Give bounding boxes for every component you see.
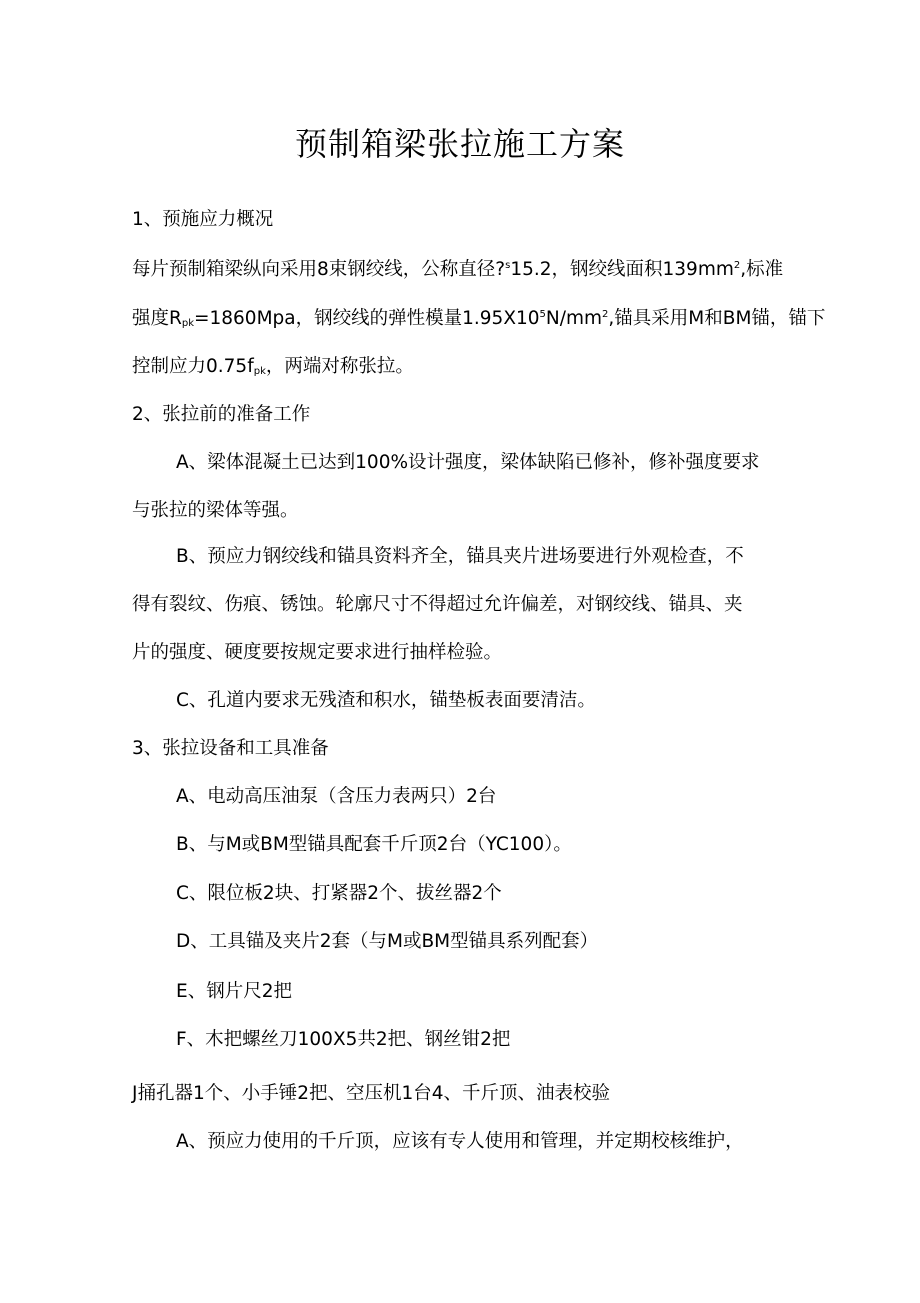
section-4-heading: J捅孔器1个、小手锤2把、空压机1台4、千斤顶、油表校验 <box>132 1083 611 1104</box>
section-3-item-e: E、钢片尺2把 <box>176 981 292 1002</box>
text: N/mm <box>545 308 603 329</box>
section-2-item-b-line-3: 片的强度、硬度要按规定要求进行抽样检验。 <box>132 642 503 663</box>
text: 强度R <box>132 308 182 329</box>
text: ，两端对称张拉。 <box>265 356 414 377</box>
section-2-item-b-line-1: B、预应力钢绞线和锚具资料齐全，锚具夹片进场要进行外观检查，不 <box>176 546 744 567</box>
text: ,标准 <box>740 259 784 280</box>
section-1-paragraph-line-3 <box>132 353 414 381</box>
section-2-item-c-line-1: C、孔道内要求无残渣和积水，锚垫板表面要清洁。 <box>176 690 596 711</box>
section-3-item-c: C、限位板2块、打紧器2个、拔丝器2个 <box>176 883 502 904</box>
text: 每片预制箱梁纵向采用8束钢绞线，公称直径? <box>132 259 506 280</box>
section-1-heading: 1、预施应力概况 <box>132 209 274 230</box>
text: 控制应力0.75f <box>132 356 254 377</box>
section-2-item-a-line-2: 与张拉的梁体等强。 <box>132 500 299 521</box>
superscript: 2 <box>602 309 609 320</box>
section-2-heading: 2、张拉前的准备工作 <box>132 404 311 425</box>
section-3-item-f: F、木把螺丝刀100X5共2把、钢丝钳2把 <box>176 1029 511 1050</box>
section-3-item-d: D、工具锚及夹片2套（与M或BM型锚具系列配套） <box>176 931 599 952</box>
section-3-item-b: B、与M或BM型锚具配套千斤顶2台（YC100）。 <box>176 834 572 855</box>
superscript: 5 <box>539 309 546 320</box>
subscript: pk <box>253 366 266 377</box>
text: 15.2，钢绞线面积139mm <box>510 259 734 280</box>
document-title: 预制箱梁张拉施工方案 <box>294 125 625 163</box>
section-2-item-a-line-1: A、梁体混凝土已达到100%设计强度，梁体缺陷已修补，修补强度要求 <box>176 452 760 473</box>
text: ,锚具采用M和BM锚，锚下 <box>608 308 826 329</box>
superscript: 2 <box>733 260 741 271</box>
text: =1860Mpa，钢绞线的弹性模量1.95X10 <box>194 308 540 329</box>
subscript: pk <box>181 318 194 329</box>
superscript: s <box>505 260 511 271</box>
section-4-item-a: A、预应力使用的千斤顶，应该有专人使用和管理，并定期校核维护， <box>176 1131 744 1152</box>
section-3-item-a: A、电动高压油泵（含压力表两只）2台 <box>176 786 497 807</box>
section-1-paragraph-line-2 <box>132 305 825 333</box>
section-3-heading: 3、张拉设备和工具准备 <box>132 738 329 759</box>
section-1-paragraph-line-1 <box>132 256 783 284</box>
section-2-item-b-line-2: 得有裂纹、伤痕、锈蚀。轮廓尺寸不得超过允许偏差，对钢绞线、锚具、夹 <box>132 594 743 615</box>
